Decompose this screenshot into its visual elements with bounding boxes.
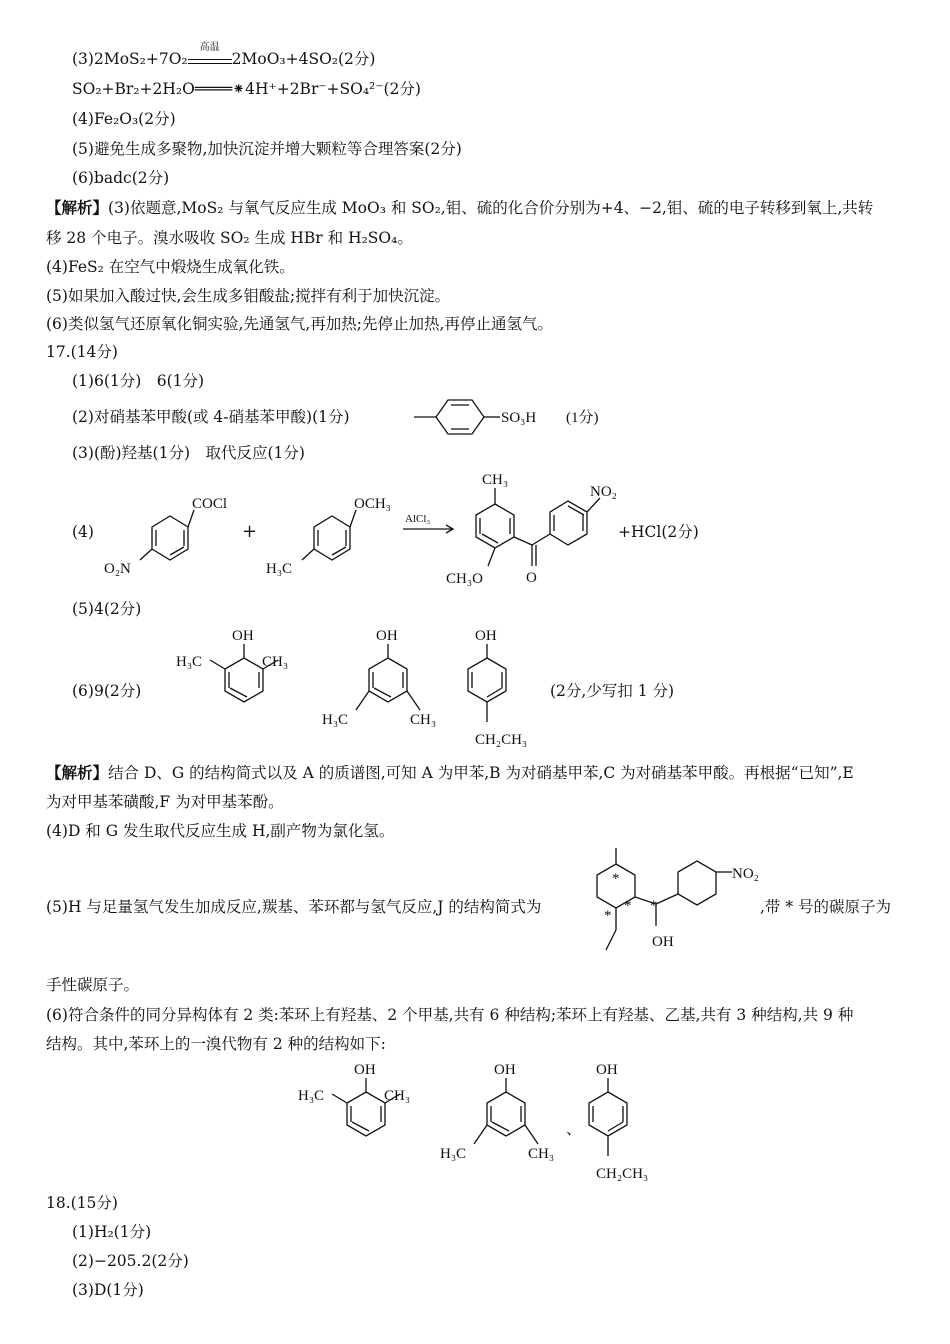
q17-answer-4-label: (4) [72, 523, 94, 541]
q18-answer-2: (2)−205.2(2分) [72, 1252, 189, 1270]
p-toluenesulfonic-acid-structure [408, 396, 608, 438]
reaction-arrow-condition: 高温 [188, 49, 232, 64]
svg-text:CH₃: CH₃ [528, 1146, 555, 1162]
svg-text:OH: OH [376, 628, 398, 644]
svg-text:CH₂CH₃: CH₂CH₃ [475, 732, 528, 748]
svg-text:O: O [526, 570, 537, 586]
svg-text:CH₃: CH₃ [262, 654, 289, 670]
q18-answer-3: (3)D(1分) [72, 1281, 144, 1299]
analysis-isomer-4-ethylphenol [576, 1056, 696, 1186]
svg-text:H₃C: H₃C [298, 1088, 325, 1104]
q17-analysis-1b: 为对甲基苯磺酸,F 为对甲基苯酚。 [46, 793, 284, 811]
separator-comma: 、 [566, 1120, 582, 1138]
analysis-isomer-3-5-dimethylphenol [436, 1056, 576, 1166]
svg-text:OH: OH [232, 628, 254, 644]
isomer-2-6-dimethylphenol [170, 622, 310, 722]
q16-analysis-6: (6)类似氢气还原氧化铜实验,先通氢气,再加热;先停止加热,再停止通氢气。 [46, 315, 553, 333]
svg-text:H₃C: H₃C [266, 561, 293, 577]
q17-header: 17.(14分) [46, 343, 118, 361]
svg-text:OH: OH [652, 934, 674, 950]
q17-answer-3: (3)(酚)羟基(1分) 取代反应(1分) [72, 444, 305, 462]
svg-text:CH₃: CH₃ [482, 472, 509, 488]
q17-answer-1: (1)6(1分) 6(1分) [72, 372, 205, 390]
q16-analysis-4: (4)FeS₂ 在空气中煅烧生成氧化铁。 [46, 258, 295, 276]
q16-analysis-3a: 【解析】(3)依题意,MoS₂ 与氧气反应生成 MoO₃ 和 SO₂,钼、硫的化合价分别为+4、−2,钼、硫的电子转移到氧上,共转 [46, 198, 874, 217]
svg-text:OH: OH [475, 628, 497, 644]
svg-text:*: * [624, 898, 632, 914]
compound-j-structure [582, 842, 772, 967]
q17-analysis-1a: 【解析】结合 D、G 的结构简式以及 A 的质谱图,可知 A 为甲苯,B 为对硝基甲苯,C 为对硝基苯甲酸。再根据“已知”,E [46, 763, 854, 782]
q17-answer-6-score: (2分,少写扣 1 分) [550, 682, 675, 700]
q16-answer-4: (4)Fe₂O₃(2分) [72, 110, 176, 128]
svg-text:(1分): (1分) [566, 410, 599, 426]
svg-text:CH₃: CH₃ [384, 1088, 411, 1104]
q17-answer-2: (2)对硝基苯甲酸(或 4-硝基苯甲酸)(1分) [72, 408, 350, 426]
svg-text:O₂N: O₂N [104, 561, 131, 577]
q16-analysis-3b: 移 28 个电子。溴水吸收 SO₂ 生成 HBr 和 H₂SO₄。 [46, 229, 413, 247]
svg-text:*: * [604, 908, 612, 924]
q16-answer-3-eq2: SO₂+Br₂+2H₂O════⁕4H⁺+2Br⁻+SO₄²⁻(2分) [72, 80, 421, 98]
svg-text:AlCl₃: AlCl₃ [405, 513, 431, 525]
svg-text:*: * [612, 871, 620, 887]
q18-answer-1: (1)H₂(1分) [72, 1223, 152, 1241]
svg-text:NO₂: NO₂ [590, 484, 617, 500]
q16-analysis-5: (5)如果加入酸过快,会生成多钼酸盐;搅拌有利于加快沉淀。 [46, 287, 451, 305]
svg-text:CH₃O: CH₃O [446, 571, 483, 587]
q17-analysis-5a: (5)H 与足量氢气发生加成反应,羰基、苯环都与氢气反应,J 的结构简式为 [46, 898, 542, 916]
svg-text:*: * [650, 898, 658, 914]
q17-answer-4-plus: + [242, 521, 258, 542]
q17-analysis-5b: ,带 * 号的碳原子为 [760, 898, 892, 916]
svg-text:SO₃H: SO₃H [501, 410, 537, 426]
q16-answer-6: (6)badc(2分) [72, 169, 170, 187]
q16-answer-3-eq1: (3)2MoS₂+7O₂ 高温 2MoO₃+4SO₂(2分) [72, 42, 376, 68]
isomer-3-5-dimethylphenol [318, 622, 458, 732]
q17-analysis-5c: 手性碳原子。 [46, 976, 140, 994]
svg-text:COCl: COCl [192, 496, 228, 512]
svg-text:OH: OH [354, 1062, 376, 1078]
q18-header: 18.(15分) [46, 1194, 118, 1212]
q17-analysis-6b: 结构。其中,苯环上的一溴代物有 2 种的结构如下: [46, 1035, 386, 1053]
q17-analysis-6a: (6)符合条件的同分异构体有 2 类:苯环上有羟基、2 个甲基,共有 6 种结构;苯环上有羟基、乙基,共有 3 种结构,共 9 种 [46, 1006, 854, 1024]
p-methylanisole-structure [262, 488, 402, 578]
p-nitrobenzoyl-chloride-structure [100, 488, 240, 578]
svg-text:NO₂: NO₂ [732, 866, 759, 882]
svg-text:H₃C: H₃C [176, 654, 203, 670]
product-h-structure [440, 470, 640, 595]
q17-answer-6: (6)9(2分) [72, 682, 142, 700]
q17-answer-4-tail: +HCl(2分) [618, 523, 699, 541]
q16-answer-5: (5)避免生成多聚物,加快沉淀并增大颗粒等合理答案(2分) [72, 140, 462, 158]
svg-text:OCH₃: OCH₃ [354, 496, 391, 512]
analysis-isomer-2-6-dimethylphenol [292, 1056, 432, 1156]
svg-text:OH: OH [596, 1062, 618, 1078]
svg-text:CH₂CH₃: CH₂CH₃ [596, 1166, 649, 1182]
svg-text:H₃C: H₃C [322, 712, 349, 728]
svg-text:H₃C: H₃C [440, 1146, 467, 1162]
q17-analysis-4: (4)D 和 G 发生取代反应生成 H,副产物为氯化氢。 [46, 822, 395, 840]
svg-text:OH: OH [494, 1062, 516, 1078]
svg-text:CH₃: CH₃ [410, 712, 437, 728]
q17-answer-5: (5)4(2分) [72, 600, 142, 618]
